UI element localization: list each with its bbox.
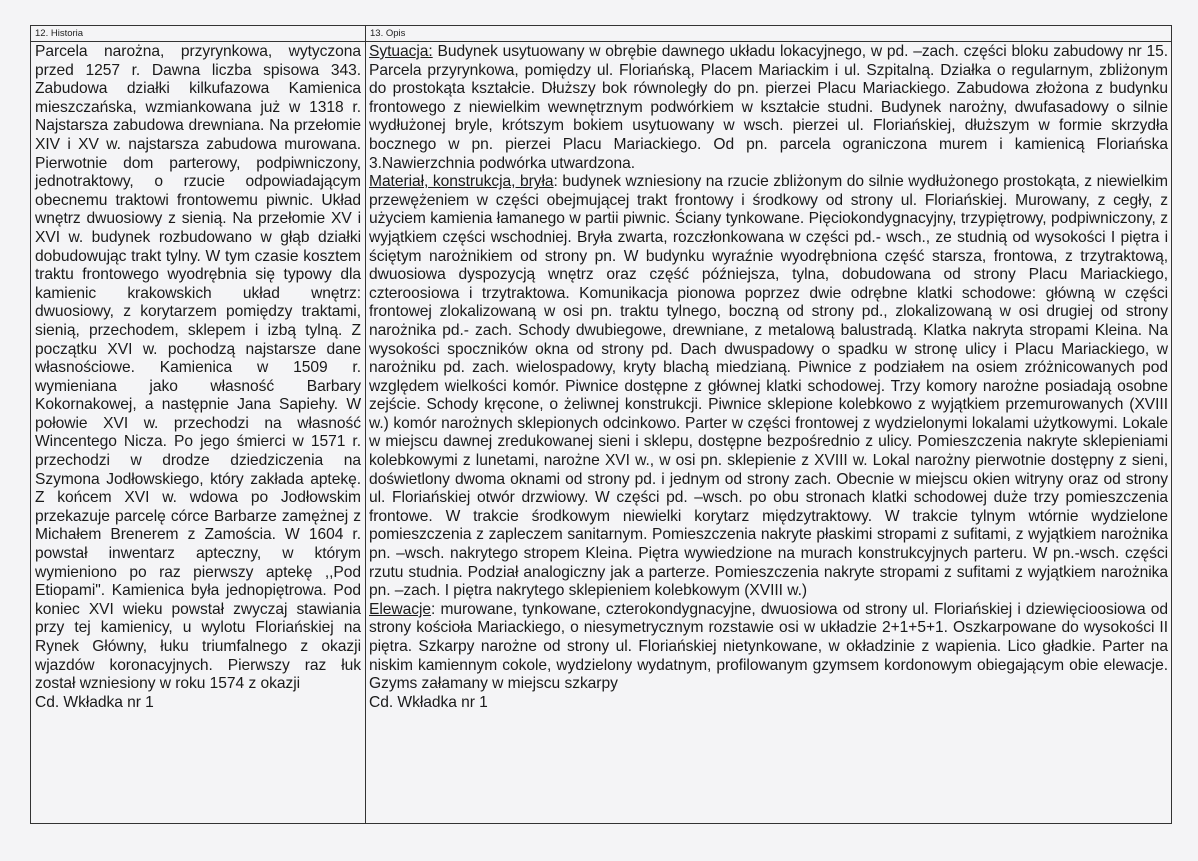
section-situation <box>369 43 1168 173</box>
history-text <box>31 42 365 712</box>
history-column <box>31 26 366 823</box>
section-elevations <box>369 601 1168 694</box>
section-construction <box>369 173 1168 601</box>
history-paragraph: Parcela narożna, przyrynkowa, wytyczona przed 1257 r. Dawna liczba spisowa 343. Zabudowa działki kilkufazowa Kamienica mieszczańska, wzmiankowana już w 1318 r. Najstarsza zabudowa drewniana. Na przełomie XIV i XV w. najstarsza zabudowa murowana. Pierwotnie dom parterowy, podpiwniczony, jednotraktowy, o rzucie odpowiadającym obecnemu traktowi frontowemu piwnic. Układ wnętrz dwuosiowy z sienią. Na przełomie XV i XVI w. budynek rozbudowano w głąb działki dobudowując trakt tylny. W tym czasie kosztem traktu frontowego wyodrębnia się typowy dla kamienic krakowskich układ wnętrz: dwuosiowy, z korytarzem pomiędzy traktami, sienią, przechodem, sklepem i izbą tylną. Z początku XVI w. pochodzą najstarsze dane własnościowe. Kamienica w 1509 r. wymieniana jako własność Barbary Kokornakowej, a następnie Jana Sapiehy. W połowie XVI w. przechodzi na własność Wincentego Nicza. Po jego śmierci w 1571 r. przechodzi w drodze dziedziczenia na Szymona Jodłowskiego, który zakłada aptekę. Z końcem XVI w. wdowa po Jodłowskim przekazuje parcelę córce Barbarze zamężnej z Michałem Brenerem z Zamościa. W 1604 r. powstał inwentarz apteczny, w którym wymieniono po raz pierwszy aptekę ,,Pod Etiopami". Kamienica była jednopiętrowa. Pod koniec XVI wieku powstał zwyczaj stawiania przy tej kamienicy, u wylotu Floriańskiej na Rynek Główny, łuku triumfalnego z okazji wjazdów koronacyjnych. Pierwszy raz łuk został wzniesiony w roku 1574 z okazji <box>35 43 361 693</box>
description-column <box>366 26 1171 823</box>
description-header: 13. Opis <box>366 26 1171 42</box>
section-label-situation: Sytuacja: <box>369 43 433 60</box>
description-continuation-note: Cd. Wkładka nr 1 <box>369 693 488 711</box>
description-text <box>366 42 1171 712</box>
section-body-situation: Budynek usytuowany w obrębie dawnego układu lokacyjnego, w pd. –zach. części bloku zabudowy nr 15. Parcela przyrynkowa, pomiędzy ul. Floriańską, Placem Mariackim i ul. Szpitalną. Działka o regularnym, zbliżonym do prostokąta kształcie. Dłuższy bok równoległy do pn. pierzei Placu Mariackiego. Zabudowa złożona z budynku frontowego z niewielkim wewnętrznym podwórkiem w kształcie studni. Budynek narożny, dwufasadowy o silnie wydłużonej bryle, krótszym bokiem usytuowany w wsch. pierzei ul. Floriańskiej, dłuższym w formie skrzydła bocznego w pn. pierzei Placu Mariackiego. Od pn. parcela ograniczona murem i kamienicą Floriańska 3.Nawierzchnia podwórka utwardzona. <box>369 43 1168 172</box>
history-continuation-note: Cd. Wkładka nr 1 <box>35 693 154 711</box>
form-table <box>30 25 1172 824</box>
section-label-elevations: Elewacje <box>369 600 432 618</box>
section-body-elevations: : murowane, tynkowane, czterokondygnacyjne, dwuosiowa od strony ul. Floriańskiej i dziewięcioosiowa od strony kościoła Mariackiego, o niesymetrycznym rozstawie osi w układzie 2+1+5+1. Oszkarpowane do wysokości II piętra. Szkarpy narożne od strony ul. Floriańskiej nietynkowane, w okładzinie z wapienia. Lico gładkie. Parter na niskim kamiennym cokole, wydzielony wydatnym, profilowanym gzymsem kordonowym obiegającym obie elewacje. Gzyms załamany w miejscu szkarpy <box>369 600 1168 693</box>
section-label-construction: Materiał, konstrukcja, bryła <box>369 173 554 191</box>
section-body-construction: : budynek wzniesiony na rzucie zbliżonym do silnie wydłużonego prostokąta, z niewielkim przewężeniem w części obejmującej trakt frontowy i środkowy od strony ul. Floriańskiej. Murowany, z cegły, z użyciem kamienia łamanego w partii piwnic. Ściany tynkowane. Pięciokondygnacyjny, trzypiętrowy, podpiwniczony, z wyjątkiem części wschodniej. Bryła zwarta, rozczłonkowana w części pd.- wsch., ze studnią od wysokości I piętra i ściętym narożnikiem od strony pn. W budynku wyraźnie wyodrębniona część starsza, frontowa, z trzytraktową, dwuosiowa dyspozycją wnętrz oraz część późniejsza, tylna, dobudowana od strony Placu Mariackiego, czteroosiowa i trzytraktowa. Komunikacja pionowa poprzez dwie odrębne klatki schodowe: główną w części frontowej zlokalizowaną w osi pn. traktu tylnego, boczną od strony pd., zlokalizowaną w osi drugiej od strony narożnika pd.- zach. Schody dwubiegowe, drewniane, z metalową balustradą. Klatka nakryta stropami Kleina. Na wysokości spoczników okna od strony pd. Dach dwuspadowy o spadku w stronę ulicy i Placu Mariackiego, w narożniku pd. zach. wielospadowy, kryty blachą miedzianą. Piwnice z podziałem na osiem zróżnicowanych pod względem wielkości komór. Piwnice dostępne z głównej klatki schodowej. Trzy komory narożne posiadają osobne zejście. Schody kręcone, o żeliwnej konstrukcji. Piwnice sklepione kolebkowo z wyjątkiem przemurowanych (XVIII w.) komór narożnych sklepionych odcinkowo. Parter w części frontowej z wydzielonymi lokalami użytkowymi. Lokale w miejscu dawnej zredukowanej sieni i sklepu, dostępne bezpośrednio z ulicy. Pomieszczenia nakryte sklepieniami kolebkowymi z lunetami, narożne XVI w., w osi pn. sklepienie z XVIII w. Lokal narożny pierwotnie dostępny z sieni, doświetlony dwoma oknami od strony pd. i jednym od strony zach. Obecnie w miejscu okien witryny oraz od strony ul. Floriańskiej otwór drzwiowy. W części pd. –wsch. po obu stronach klatki schodowej duże trzy pomieszczenia frontowe. W trakcie środkowym niewielki korytarz międzytraktowy. W trakcie tylnym wtórnie wydzielone pomieszczenia z zapleczem sanitarnym. Pomieszczenia nakryte płaskimi stropami z sufitami, z wyjątkiem narożnika pn. –wsch. nakrytego stropem Kleina. Piętra wywiedzione na murach konstrukcyjnych parteru. W pn.-wsch. części rzutu studnia. Podział analogiczny jak a parterze. Pomieszczenia nakryte stropami z sufitami z wyjątkiem narożnika pn. –zach. I piętra nakrytego sklepieniem kolebkowym (XVIII w.) <box>369 173 1168 600</box>
history-header: 12. Historia <box>31 26 365 42</box>
